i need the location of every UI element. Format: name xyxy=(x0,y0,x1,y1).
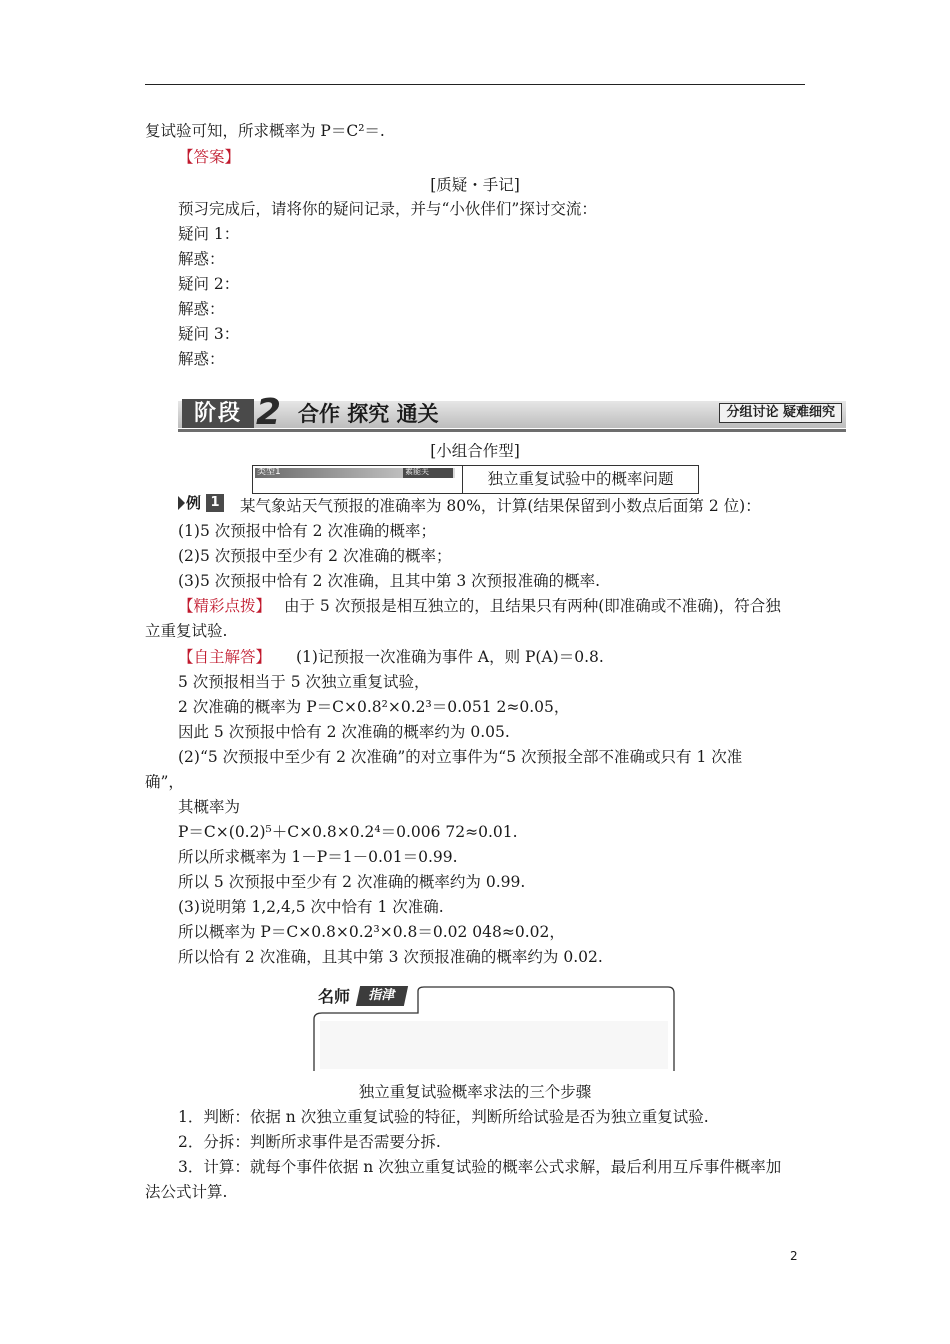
stage-banner xyxy=(178,392,846,433)
tips-step-1: 1．判断：依据 n 次独立重复试验的特征，判断所给试验是否为独立重复试验. xyxy=(178,1108,709,1126)
tips-step-3: 3．计算：就每个事件依据 n 次独立重复试验的概率公式求解，最后利用互斥事件概率加 xyxy=(178,1158,782,1176)
notes-title: [质疑・手记] xyxy=(430,176,520,194)
triangle-icon xyxy=(178,496,185,510)
example-stem: 某气象站天气预报的准确率为 80%，计算(结果保留到小数点后面第 2 位)： xyxy=(240,497,761,515)
tips-header-2: 指津 xyxy=(356,986,408,1006)
solution-line: 所以所求概率为 1－P＝1－0.01＝0.99. xyxy=(178,848,458,866)
solution-line: 所以 5 次预报中至少有 2 次准确的概率约为 0.99. xyxy=(178,873,526,891)
solution-line: 因此 5 次预报中恰有 2 次准确的概率约为 0.05. xyxy=(178,723,510,741)
tips-step-3-cont: 法公式计算. xyxy=(145,1183,228,1201)
header-rule xyxy=(145,84,805,85)
stage-number: 2 xyxy=(256,392,282,433)
answer-1: 解惑： xyxy=(178,250,225,268)
hint-text-1: 由于 5 次预报是相互独立的，且结果只有两种(即准确或不准确)，符合独 xyxy=(284,597,781,615)
example-part-1: (1)5 次预报中恰有 2 次准确的概率； xyxy=(178,522,436,540)
tips-box xyxy=(306,985,678,1073)
solution-line: (2)“5 次预报中至少有 2 次准确”的对立事件为“5 次预报全部不准确或只有 1 次准 xyxy=(178,748,743,766)
text-line: 复试验可知，所求概率为 P＝C²＝. xyxy=(145,122,385,140)
stage-tag: 分组讨论 疑难细究 xyxy=(719,403,842,423)
solution-label: 【自主解答】 xyxy=(178,648,272,666)
stage-title: 合作 探究 通关 xyxy=(298,402,439,426)
type-small-label: 素能关 xyxy=(405,467,429,476)
solution-line: 2 次准确的概率为 P＝C×0.8²×0.2³＝0.051 2≈0.05， xyxy=(178,698,570,716)
group-title: [小组合作型] xyxy=(430,442,520,460)
type-box xyxy=(252,465,699,494)
hint-text-2: 立重复试验. xyxy=(145,622,228,640)
notes-intro: 预习完成后，请将你的疑问记录，并与“小伙伴们”探讨交流： xyxy=(178,200,597,218)
example-part-2: (2)5 次预报中至少有 2 次准确的概率； xyxy=(178,547,452,565)
type-text: 独立重复试验中的概率问题 xyxy=(487,470,674,488)
answer-2: 解惑： xyxy=(178,300,225,318)
answer-label: 【答案】 xyxy=(178,148,241,166)
solution-line: 5 次预报相当于 5 次独立重复试验， xyxy=(178,673,430,691)
solution-line: 确”， xyxy=(145,773,184,791)
solution-line: (1)记预报一次准确为事件 A，则 P(A)＝0.8. xyxy=(296,648,604,666)
example-part-3: (3)5 次预报中恰有 2 次准确，且其中第 3 次预报准确的概率. xyxy=(178,572,601,590)
page-number: 2 xyxy=(790,1249,798,1263)
tips-header-1: 名师 xyxy=(318,987,351,1006)
solution-line: 所以概率为 P＝C×0.8×0.2³×0.8＝0.02 048≈0.02， xyxy=(178,923,565,941)
question-2: 疑问 2： xyxy=(178,275,240,293)
solution-line: 其概率为 xyxy=(178,798,241,816)
example-word: 例 xyxy=(186,494,202,512)
solution-line: 所以恰有 2 次准确，且其中第 3 次预报准确的概率约为 0.02. xyxy=(178,948,603,966)
tips-step-2: 2．分拆：判断所求事件是否需要分拆. xyxy=(178,1133,441,1151)
solution-line: P＝C×(0.2)⁵＋C×0.8×0.2⁴＝0.006 72≈0.01. xyxy=(178,823,518,841)
question-3: 疑问 3： xyxy=(178,325,240,343)
question-1: 疑问 1： xyxy=(178,225,240,243)
stage-label: 阶段 xyxy=(182,399,254,428)
tips-title: 独立重复试验概率求法的三个步骤 xyxy=(358,1083,592,1101)
type-label: 类型1 xyxy=(257,467,281,477)
solution-line: (3)说明第 1,2,4,5 次中恰有 1 次准确. xyxy=(178,898,444,916)
answer-3: 解惑： xyxy=(178,350,225,368)
example-number: 1 xyxy=(206,494,224,512)
hint-label: 【精彩点拨】 xyxy=(178,597,272,615)
